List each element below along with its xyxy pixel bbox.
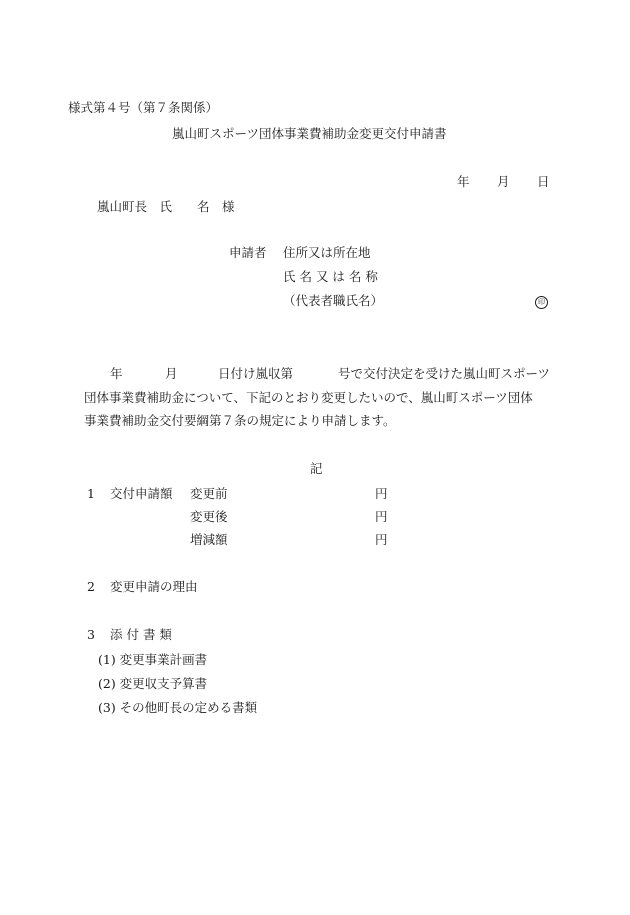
item-1-number: 1: [87, 486, 95, 501]
body-date-suffix: 日付け嵐収第: [218, 366, 294, 381]
form-number: 様式第４号（第７条関係）: [68, 100, 219, 115]
seal-mark: 印: [535, 296, 548, 309]
applicant-label: 申請者: [229, 245, 267, 260]
representative-label: （代表者職氏名）: [283, 293, 384, 308]
row-diff-label: 増減額: [190, 532, 228, 547]
item-3-label: 添 付 書 類: [110, 627, 172, 642]
date-year: 年: [457, 174, 470, 189]
item-1-label: 交付申請額: [110, 486, 173, 501]
item-3-number: 3: [87, 627, 95, 642]
date-month: 月: [497, 174, 510, 189]
attachment-1: (1) 変更事業計画書: [98, 652, 208, 667]
row-after-unit: 円: [375, 509, 388, 524]
address-label: 住所又は所在地: [283, 245, 371, 260]
date-day: 日: [537, 174, 550, 189]
record-heading: 記: [310, 461, 323, 476]
row-before-unit: 円: [375, 486, 388, 501]
name-label: 氏 名 又 は 名 称: [283, 269, 378, 284]
addressee: 嵐山町長 氏 名 様: [97, 199, 235, 214]
row-diff-unit: 円: [375, 532, 388, 547]
body-line3: 事業費補助金交付要綱第７条の規定により申請します。: [84, 413, 396, 428]
body-line2: 団体事業費補助金について、下記のとおり変更したいので、嵐山町スポーツ団体: [84, 390, 533, 405]
item-2-label: 変更申請の理由: [110, 579, 198, 594]
row-before-label: 変更前: [190, 486, 228, 501]
attachment-2: (2) 変更収支予算書: [98, 676, 208, 691]
document-title: 嵐山町スポーツ団体事業費補助金変更交付申請書: [172, 126, 447, 141]
row-after-label: 変更後: [190, 509, 228, 524]
body-month: 月: [165, 366, 178, 381]
body-line1-rest: 号で交付決定を受けた嵐山町スポーツ: [338, 366, 551, 381]
body-year: 年: [110, 366, 123, 381]
item-2-number: 2: [87, 579, 95, 594]
attachment-3: (3) その他町長の定める書類: [98, 700, 258, 715]
